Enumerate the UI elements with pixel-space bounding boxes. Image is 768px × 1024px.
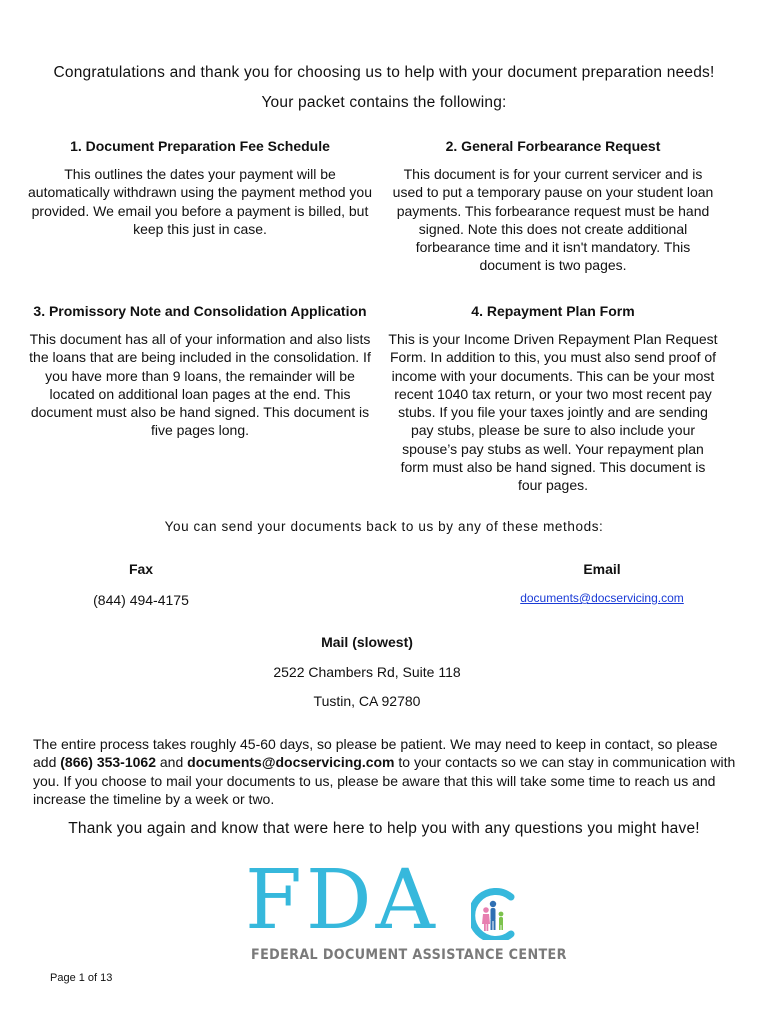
section-promissory-note [28, 302, 372, 440]
process-text: The entire process takes roughly 45-60 days, so please be patient. We may need to keep in contact, so please add [33, 736, 718, 771]
email-address [480, 591, 724, 605]
process-paragraph [33, 735, 743, 808]
section-title: 4. Repayment Plan Form [471, 303, 635, 319]
section-title: 3. Promissory Note and Consolidation Application [33, 303, 367, 319]
fax-number: (844) 494-4175 [93, 592, 189, 608]
process-text: to your contacts so we can stay in communication with you. If you choose to mail your documents to us, please be aware that this will take some time to reach us and increase the timeline by a week or two. [33, 754, 736, 807]
section-body: This document has all of your information and also lists the loans that are being included in the consolidation. If you have more than 9 loans, the remainder will be located on additional loan pages at the end. This document must also be hand signed. This document is five pages long. [29, 331, 371, 439]
contact-phone: (866) 353-1062 [60, 754, 156, 771]
logo-subtitle: FEDERAL DOCUMENT ASSISTANCE CENTER [251, 947, 567, 963]
contact-email: documents@docservicing.com [187, 754, 395, 771]
section-forbearance-request [388, 137, 718, 275]
fdac-logo [245, 853, 567, 970]
section-fee-schedule [28, 137, 372, 238]
process-text: and [156, 754, 188, 771]
page-number: Page 1 of 13 [50, 972, 113, 984]
email-link[interactable]: documents@docservicing.com [520, 591, 684, 605]
section-title: 2. General Forbearance Request [445, 138, 661, 154]
logo-letters: FDA [245, 853, 439, 948]
send-methods-heading: You can send your documents back to us by any of these methods: [164, 519, 604, 534]
fax-label: Fax [128, 561, 154, 577]
section-title: 1. Document Preparation Fee Schedule [70, 138, 330, 154]
family-icon [471, 888, 519, 940]
closing-message: Thank you again and know that were here to help you with any questions you might have! [68, 820, 700, 837]
packet-contents-heading: Your packet contains the following: [261, 94, 507, 111]
email-label: Email [583, 561, 621, 577]
section-body: This document is for your current servicer and is used to put a temporary pause on your student loan payments. This forbearance request must be hand signed. Note this does not create additional forbearance time and it isn't mandatory. This document is two pages. [392, 166, 714, 274]
mail-label: Mail (slowest) [321, 634, 413, 650]
section-body: This outlines the dates your payment will be automatically withdrawn using the payment method you provided. We email you before a payment is billed, but keep this just in case. [28, 166, 372, 237]
intro-heading: Congratulations and thank you for choosing us to help with your document preparation needs! [53, 64, 715, 81]
mail-address-line1: 2522 Chambers Rd, Suite 118 [273, 664, 461, 680]
mail-address-line2: Tustin, CA 92780 [313, 693, 421, 709]
section-repayment-plan [388, 302, 718, 495]
section-body: This is your Income Driven Repayment Plan Request Form. In addition to this, you must also send proof of income with your documents. This can be your most recent 1040 tax return, or your two most recent pay stubs. If you file your taxes jointly and are sending pay stubs, please be sure to also include your spouse’s pay stubs as well. Your repayment plan form must also be hand signed. This document is four pages. [388, 331, 718, 494]
